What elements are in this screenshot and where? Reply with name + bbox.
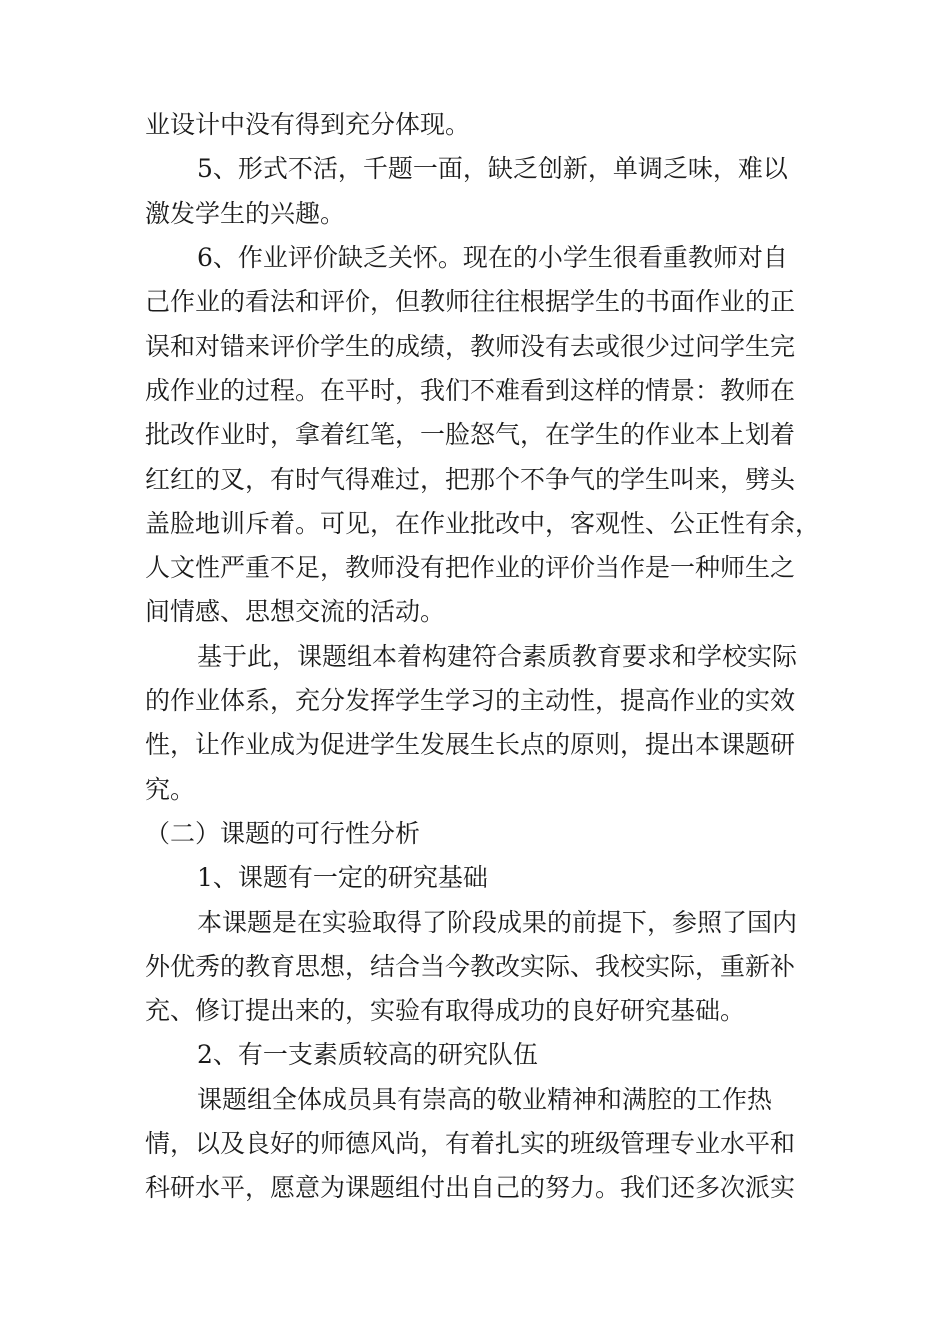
paragraph-start: 本课题是在实验取得了阶段成果的前提下，参照了国内	[197, 908, 798, 937]
text-line: 间情感、思想交流的活动。	[145, 597, 446, 626]
text-line: 成作业的过程。在平时，我们不难看到这样的情景：教师在	[145, 376, 796, 405]
paragraph-start: 课题组全体成员具有崇高的敬业精神和满腔的工作热	[197, 1085, 773, 1114]
text-line: 盖脸地训斥着。可见，在作业批改中，客观性、公正性有余，	[145, 509, 821, 538]
text-line: 激发学生的兴趣。	[145, 199, 346, 228]
list-item-5: 5、形式不活，千题一面，缺乏创新，单调乏味，难以	[197, 154, 788, 183]
text-line: 的作业体系，充分发挥学生学习的主动性，提高作业的实效	[145, 686, 796, 715]
text-line: 科研水平，愿意为课题组付出自己的努力。我们还多次派实	[145, 1173, 796, 1202]
text-line: 情，以及良好的师德风尚，有着扎实的班级管理专业水平和	[145, 1129, 796, 1158]
text-line: 外优秀的教育思想，结合当今教改实际、我校实际，重新补	[145, 952, 796, 981]
text-line: 误和对错来评价学生的成绩，教师没有去或很少过问学生完	[145, 332, 796, 361]
section-heading: （二）课题的可行性分析	[145, 819, 421, 848]
text-line: 己作业的看法和评价，但教师往往根据学生的书面作业的正	[145, 287, 796, 316]
text-line: 充、修订提出来的，实验有取得成功的良好研究基础。	[145, 996, 746, 1025]
paragraph-start: 基于此，课题组本着构建符合素质教育要求和学校实际	[197, 642, 798, 671]
list-item-6: 6、作业评价缺乏关怀。现在的小学生很看重教师对自	[197, 243, 788, 272]
text-line: 红红的叉，有时气得难过，把那个不争气的学生叫来，劈头	[145, 465, 796, 494]
text-line: 究。	[145, 775, 196, 804]
text-line: 批改作业时，拿着红笔，一脸怒气，在学生的作业本上划着	[145, 420, 796, 449]
subsection-heading-1: 1、课题有一定的研究基础	[197, 863, 488, 892]
subsection-heading-2: 2、有一支素质较高的研究队伍	[197, 1040, 538, 1069]
text-line: 业设计中没有得到充分体现。	[145, 110, 471, 139]
text-line: 人文性严重不足，教师没有把作业的评价当作是一种师生之	[145, 553, 796, 582]
text-line: 性，让作业成为促进学生发展生长点的原则，提出本课题研	[145, 730, 796, 759]
